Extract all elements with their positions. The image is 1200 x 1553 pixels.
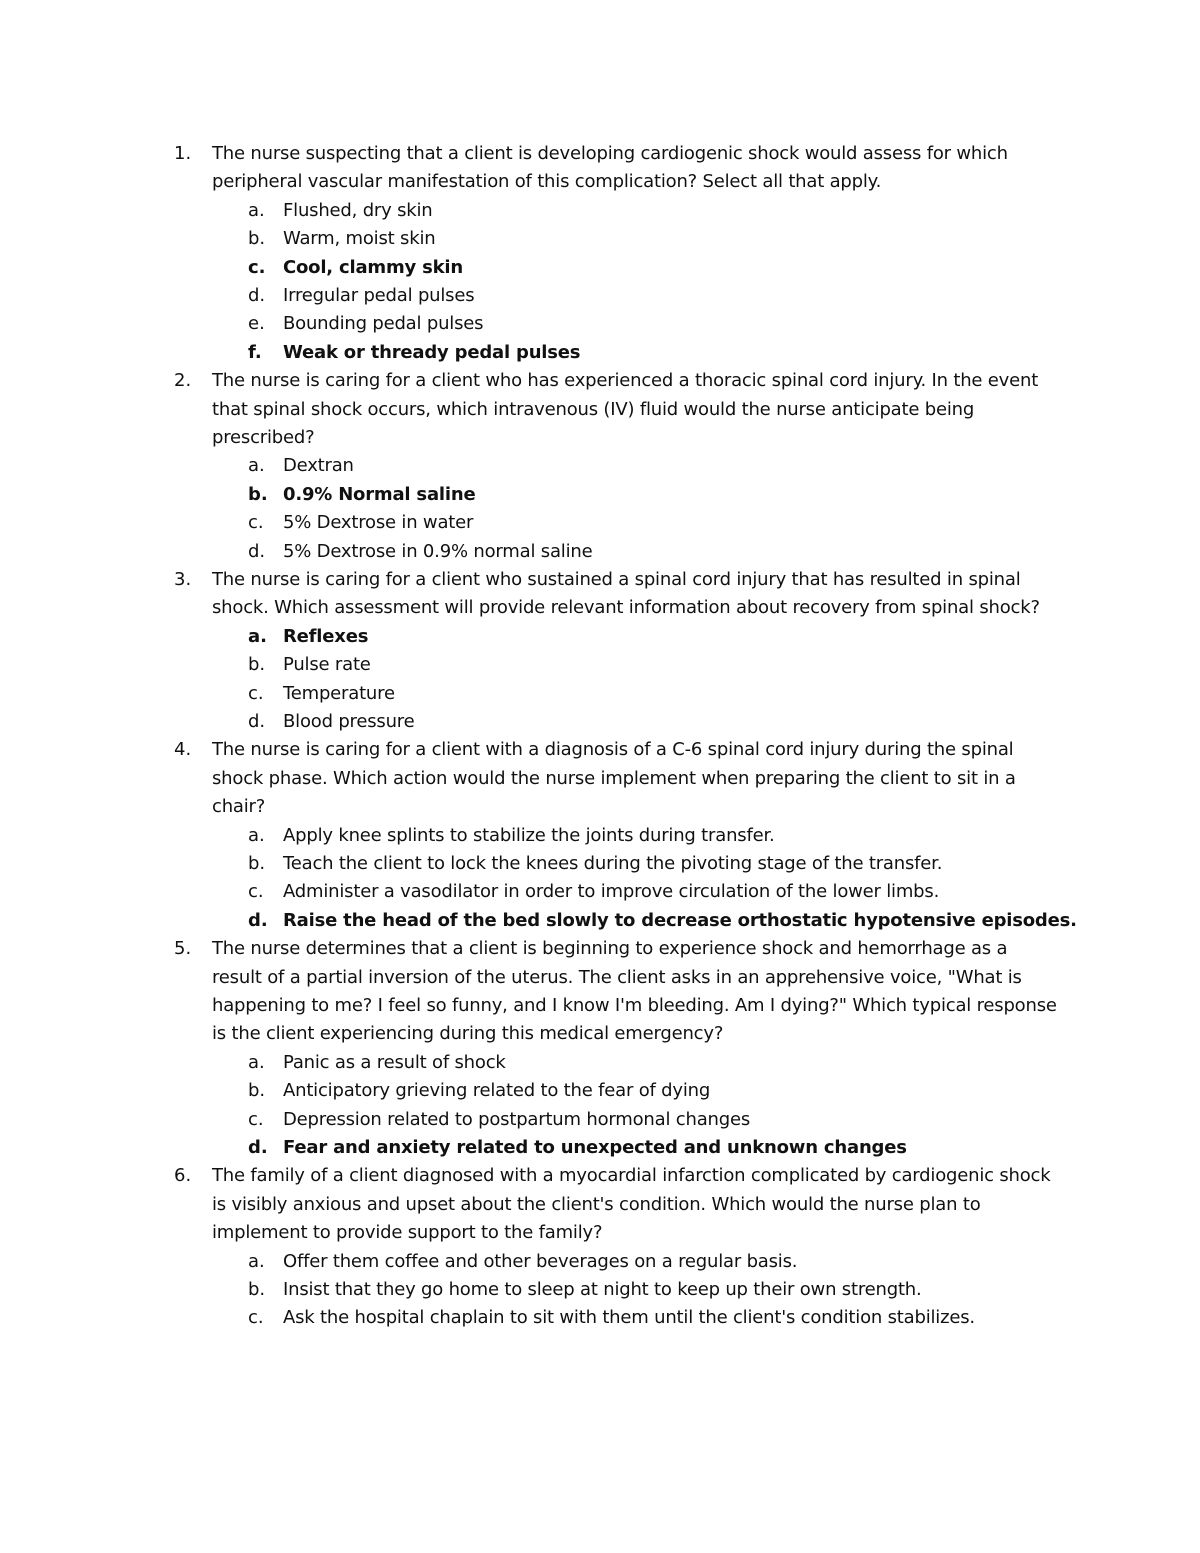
option-text: Teach the client to lock the knees during the pivoting stage of the transfer. xyxy=(283,852,943,874)
option-letter: d. xyxy=(248,909,268,931)
answer-option xyxy=(0,680,1200,708)
option-text: Fear and anxiety related to unexpected and unknown changes xyxy=(283,1136,907,1158)
option-letter: a. xyxy=(248,455,265,477)
option-text: Administer a vasodilator in order to improve circulation of the lower limbs. xyxy=(283,881,940,903)
question-number: 2. xyxy=(174,370,192,392)
option-text: Weak or thready pedal pulses xyxy=(283,341,581,363)
option-letter: e. xyxy=(248,313,265,335)
option-text: Anticipatory grieving related to the fear of dying xyxy=(283,1080,711,1102)
option-text: Reflexes xyxy=(283,625,369,647)
option-text: Raise the head of the bed slowly to decrease orthostatic hypotensive episodes. xyxy=(283,909,1077,931)
answer-option-correct xyxy=(0,1134,1200,1162)
option-text: Cool, clammy skin xyxy=(283,256,463,278)
option-letter: c. xyxy=(248,682,264,704)
option-text: Depression related to postpartum hormonal changes xyxy=(283,1108,751,1130)
option-letter: a. xyxy=(248,824,265,846)
option-text: Panic as a result of shock xyxy=(283,1051,506,1073)
option-letter: a. xyxy=(248,1051,265,1073)
answer-option xyxy=(0,197,1200,225)
answer-option xyxy=(0,452,1200,480)
answer-option xyxy=(0,1106,1200,1134)
answer-option xyxy=(0,850,1200,878)
option-text: Pulse rate xyxy=(283,654,371,676)
option-letter: b. xyxy=(248,654,266,676)
option-text: Irregular pedal pulses xyxy=(283,284,475,306)
option-text: Flushed, dry skin xyxy=(283,199,433,221)
option-letter: b. xyxy=(248,228,266,250)
option-letter: a. xyxy=(248,1250,265,1272)
answer-option xyxy=(0,1077,1200,1105)
option-text: 5% Dextrose in water xyxy=(283,512,474,534)
question-4 xyxy=(0,736,1200,935)
option-text: Offer them coffee and other beverages on a regular basis. xyxy=(283,1250,798,1272)
option-letter: d. xyxy=(248,540,266,562)
option-letter: b. xyxy=(248,1080,266,1102)
answer-option xyxy=(0,1304,1200,1332)
question-number: 3. xyxy=(174,568,192,590)
question-2 xyxy=(0,367,1200,566)
question-1 xyxy=(0,140,1200,367)
option-letter: b. xyxy=(248,852,266,874)
option-text: Bounding pedal pulses xyxy=(283,313,484,335)
option-text: Apply knee splints to stabilize the joints during transfer. xyxy=(283,824,775,846)
question-list xyxy=(0,140,1200,1333)
option-letter: c. xyxy=(248,256,266,278)
answer-option-correct xyxy=(0,623,1200,651)
option-text: Blood pressure xyxy=(283,710,415,732)
option-letter: f. xyxy=(248,341,262,363)
option-text: 5% Dextrose in 0.9% normal saline xyxy=(283,540,593,562)
answer-option xyxy=(0,878,1200,906)
question-text: The nurse is caring for a client who sustained a spinal cord injury that has resulted in spinal shock. Which assessment will provide relevant information about recovery from spinal shock? xyxy=(212,568,1040,619)
question-5 xyxy=(0,935,1200,1162)
option-letter: d. xyxy=(248,710,266,732)
option-text: Dextran xyxy=(283,455,354,477)
answer-option-correct xyxy=(0,481,1200,509)
answer-option xyxy=(0,282,1200,310)
question-number: 1. xyxy=(174,143,192,164)
answer-option xyxy=(0,509,1200,537)
question-text: The family of a client diagnosed with a myocardial infarction complicated by cardiogenic shock is visibly anxious and upset about the client's condition. Which would the nurse plan to implement to provide support to the family? xyxy=(212,1165,1051,1244)
option-letter: c. xyxy=(248,512,264,534)
option-text: 0.9% Normal saline xyxy=(283,483,476,505)
answer-option xyxy=(0,1248,1200,1276)
option-letter: a. xyxy=(248,199,265,221)
option-letter: b. xyxy=(248,483,268,505)
option-text: Temperature xyxy=(283,682,395,704)
answer-option xyxy=(0,1049,1200,1077)
option-letter: c. xyxy=(248,1307,264,1329)
question-text: The nurse is caring for a client who has experienced a thoracic spinal cord injury. In the event that spinal shock occurs, which intravenous (IV) fluid would the nurse anticipate being prescribed? xyxy=(212,370,1039,448)
answer-option-correct xyxy=(0,254,1200,282)
answer-option xyxy=(0,538,1200,566)
answer-option xyxy=(0,822,1200,850)
option-text: Insist that they go home to sleep at night to keep up their own strength. xyxy=(283,1278,922,1300)
answer-option-correct xyxy=(0,339,1200,367)
option-text: Warm, moist skin xyxy=(283,228,436,250)
question-number: 4. xyxy=(174,739,192,761)
question-text: The nurse suspecting that a client is developing cardiogenic shock would assess for which peripheral vascular manifestation of this complication? Select all that apply. xyxy=(212,143,1008,193)
answer-option-correct xyxy=(0,907,1200,935)
question-text: The nurse is caring for a client with a diagnosis of a C-6 spinal cord injury during the spinal shock phase. Which action would the nurse implement when preparing the client to sit in a chair? xyxy=(212,739,1016,818)
option-letter: a. xyxy=(248,625,267,647)
answer-option xyxy=(0,651,1200,679)
question-number: 5. xyxy=(174,938,192,960)
option-letter: d. xyxy=(248,1136,268,1158)
option-letter: b. xyxy=(248,1278,266,1300)
answer-option xyxy=(0,310,1200,338)
option-letter: c. xyxy=(248,1108,264,1130)
question-6 xyxy=(0,1162,1200,1332)
answer-option xyxy=(0,708,1200,736)
question-number: 6. xyxy=(174,1165,192,1187)
option-text: Ask the hospital chaplain to sit with them until the client's condition stabilizes. xyxy=(283,1307,975,1329)
question-3 xyxy=(0,566,1200,736)
answer-option xyxy=(0,1276,1200,1304)
question-text: The nurse determines that a client is beginning to experience shock and hemorrhage as a result of a partial inversion of the uterus. The client asks in an apprehensive voice, "What is happening to me? I feel so funny, and I know I'm bleeding. Am I dying?" Which typical response is the client experiencing during this medical emergency? xyxy=(212,938,1057,1045)
option-letter: d. xyxy=(248,284,266,306)
answer-option xyxy=(0,225,1200,253)
option-letter: c. xyxy=(248,881,264,903)
